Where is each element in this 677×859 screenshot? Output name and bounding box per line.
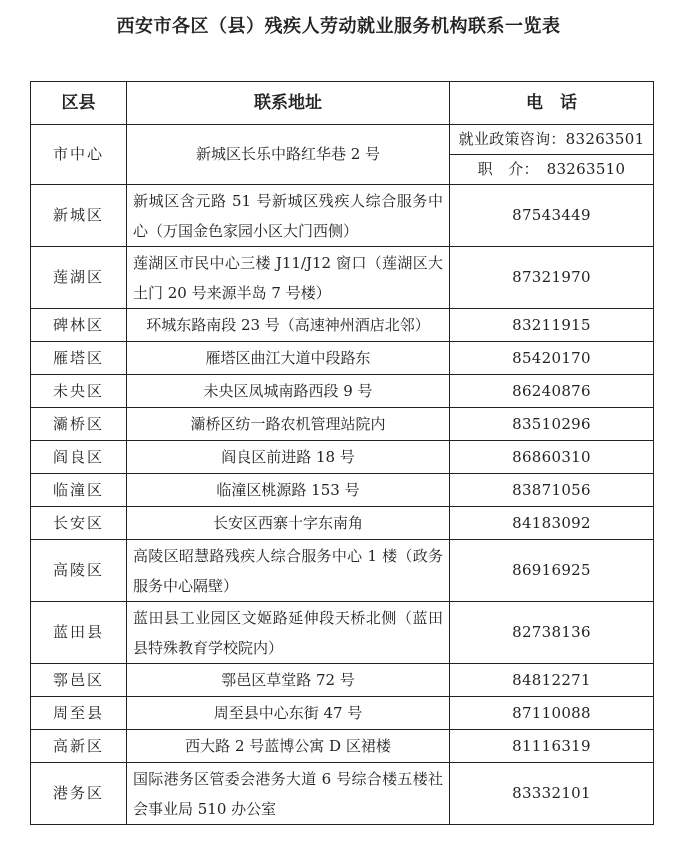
table-row [31,375,654,408]
district-cell: 鄠邑区 [31,664,127,697]
table-row [31,730,654,763]
address-cell: 鄠邑区草堂路 72 号 [127,664,450,697]
phone-cell-referral: 职 介： 83263510 [450,155,654,185]
table-row [31,408,654,441]
table-row [31,540,654,602]
address-cell: 阎良区前进路 18 号 [127,441,450,474]
table-row [31,763,654,825]
phone-cell: 87543449 [450,185,654,247]
district-cell: 高陵区 [31,540,127,602]
table-header-row [31,82,654,125]
header-phone: 电 话 [450,82,654,125]
table-row [31,309,654,342]
address-cell: 环城东路南段 23 号（高速神州酒店北邻） [127,309,450,342]
phone-cell: 85420170 [450,342,654,375]
district-cell: 港务区 [31,763,127,825]
phone-cell: 87321970 [450,247,654,309]
address-cell: 未央区凤城南路西段 9 号 [127,375,450,408]
phone-cell: 83871056 [450,474,654,507]
table-row [31,474,654,507]
phone-cell: 84183092 [450,507,654,540]
phone-cell: 87110088 [450,697,654,730]
table-row [31,602,654,664]
address-cell: 灞桥区纺一路农机管理站院内 [127,408,450,441]
address-cell: 莲湖区市民中心三楼 J11/J12 窗口（莲湖区大土门 20 号来源半岛 7 号楼） [127,247,450,309]
district-cell: 高新区 [31,730,127,763]
table-row [31,664,654,697]
contact-table [30,81,654,825]
header-district: 区县 [31,82,127,125]
address-cell: 高陵区昭慧路残疾人综合服务中心 1 楼（政务服务中心隔壁） [127,540,450,602]
district-cell: 未央区 [31,375,127,408]
district-cell: 雁塔区 [31,342,127,375]
address-cell: 临潼区桃源路 153 号 [127,474,450,507]
district-cell: 蓝田县 [31,602,127,664]
address-cell: 周至县中心东街 47 号 [127,697,450,730]
district-cell: 莲湖区 [31,247,127,309]
phone-cell: 84812271 [450,664,654,697]
phone-cell: 83510296 [450,408,654,441]
district-cell: 灞桥区 [31,408,127,441]
table-row [31,441,654,474]
page-title: 西安市各区（县）残疾人劳动就业服务机构联系一览表 [116,16,561,37]
phone-cell-policy: 就业政策咨询：83263501 [450,125,654,155]
district-cell: 周至县 [31,697,127,730]
phone-cell: 83332101 [450,763,654,825]
phone-cell: 83211915 [450,309,654,342]
phone-cell: 86916925 [450,540,654,602]
phone-cell: 81116319 [450,730,654,763]
table-row [31,342,654,375]
table-row [31,247,654,309]
table-row [31,507,654,540]
address-cell: 新城区长乐中路红华巷 2 号 [127,125,450,185]
phone-cell: 86860310 [450,441,654,474]
address-cell: 国际港务区管委会港务大道 6 号综合楼五楼社会事业局 510 办公室 [127,763,450,825]
address-cell: 蓝田县工业园区文姬路延伸段天桥北侧（蓝田县特殊教育学校院内） [127,602,450,664]
district-cell: 碑林区 [31,309,127,342]
table-row [31,125,654,155]
district-cell: 阎良区 [31,441,127,474]
table-row [31,697,654,730]
address-cell: 长安区西寨十字东南角 [127,507,450,540]
district-cell: 市中心 [31,125,127,185]
address-cell: 新城区含元路 51 号新城区残疾人综合服务中心（万国金色家园小区大门西侧） [127,185,450,247]
address-cell: 雁塔区曲江大道中段路东 [127,342,450,375]
table-row [31,185,654,247]
header-address: 联系地址 [127,82,450,125]
phone-cell: 82738136 [450,602,654,664]
phone-cell: 86240876 [450,375,654,408]
address-cell: 西大路 2 号蓝博公寓 D 区裙楼 [127,730,450,763]
district-cell: 新城区 [31,185,127,247]
district-cell: 临潼区 [31,474,127,507]
district-cell: 长安区 [31,507,127,540]
